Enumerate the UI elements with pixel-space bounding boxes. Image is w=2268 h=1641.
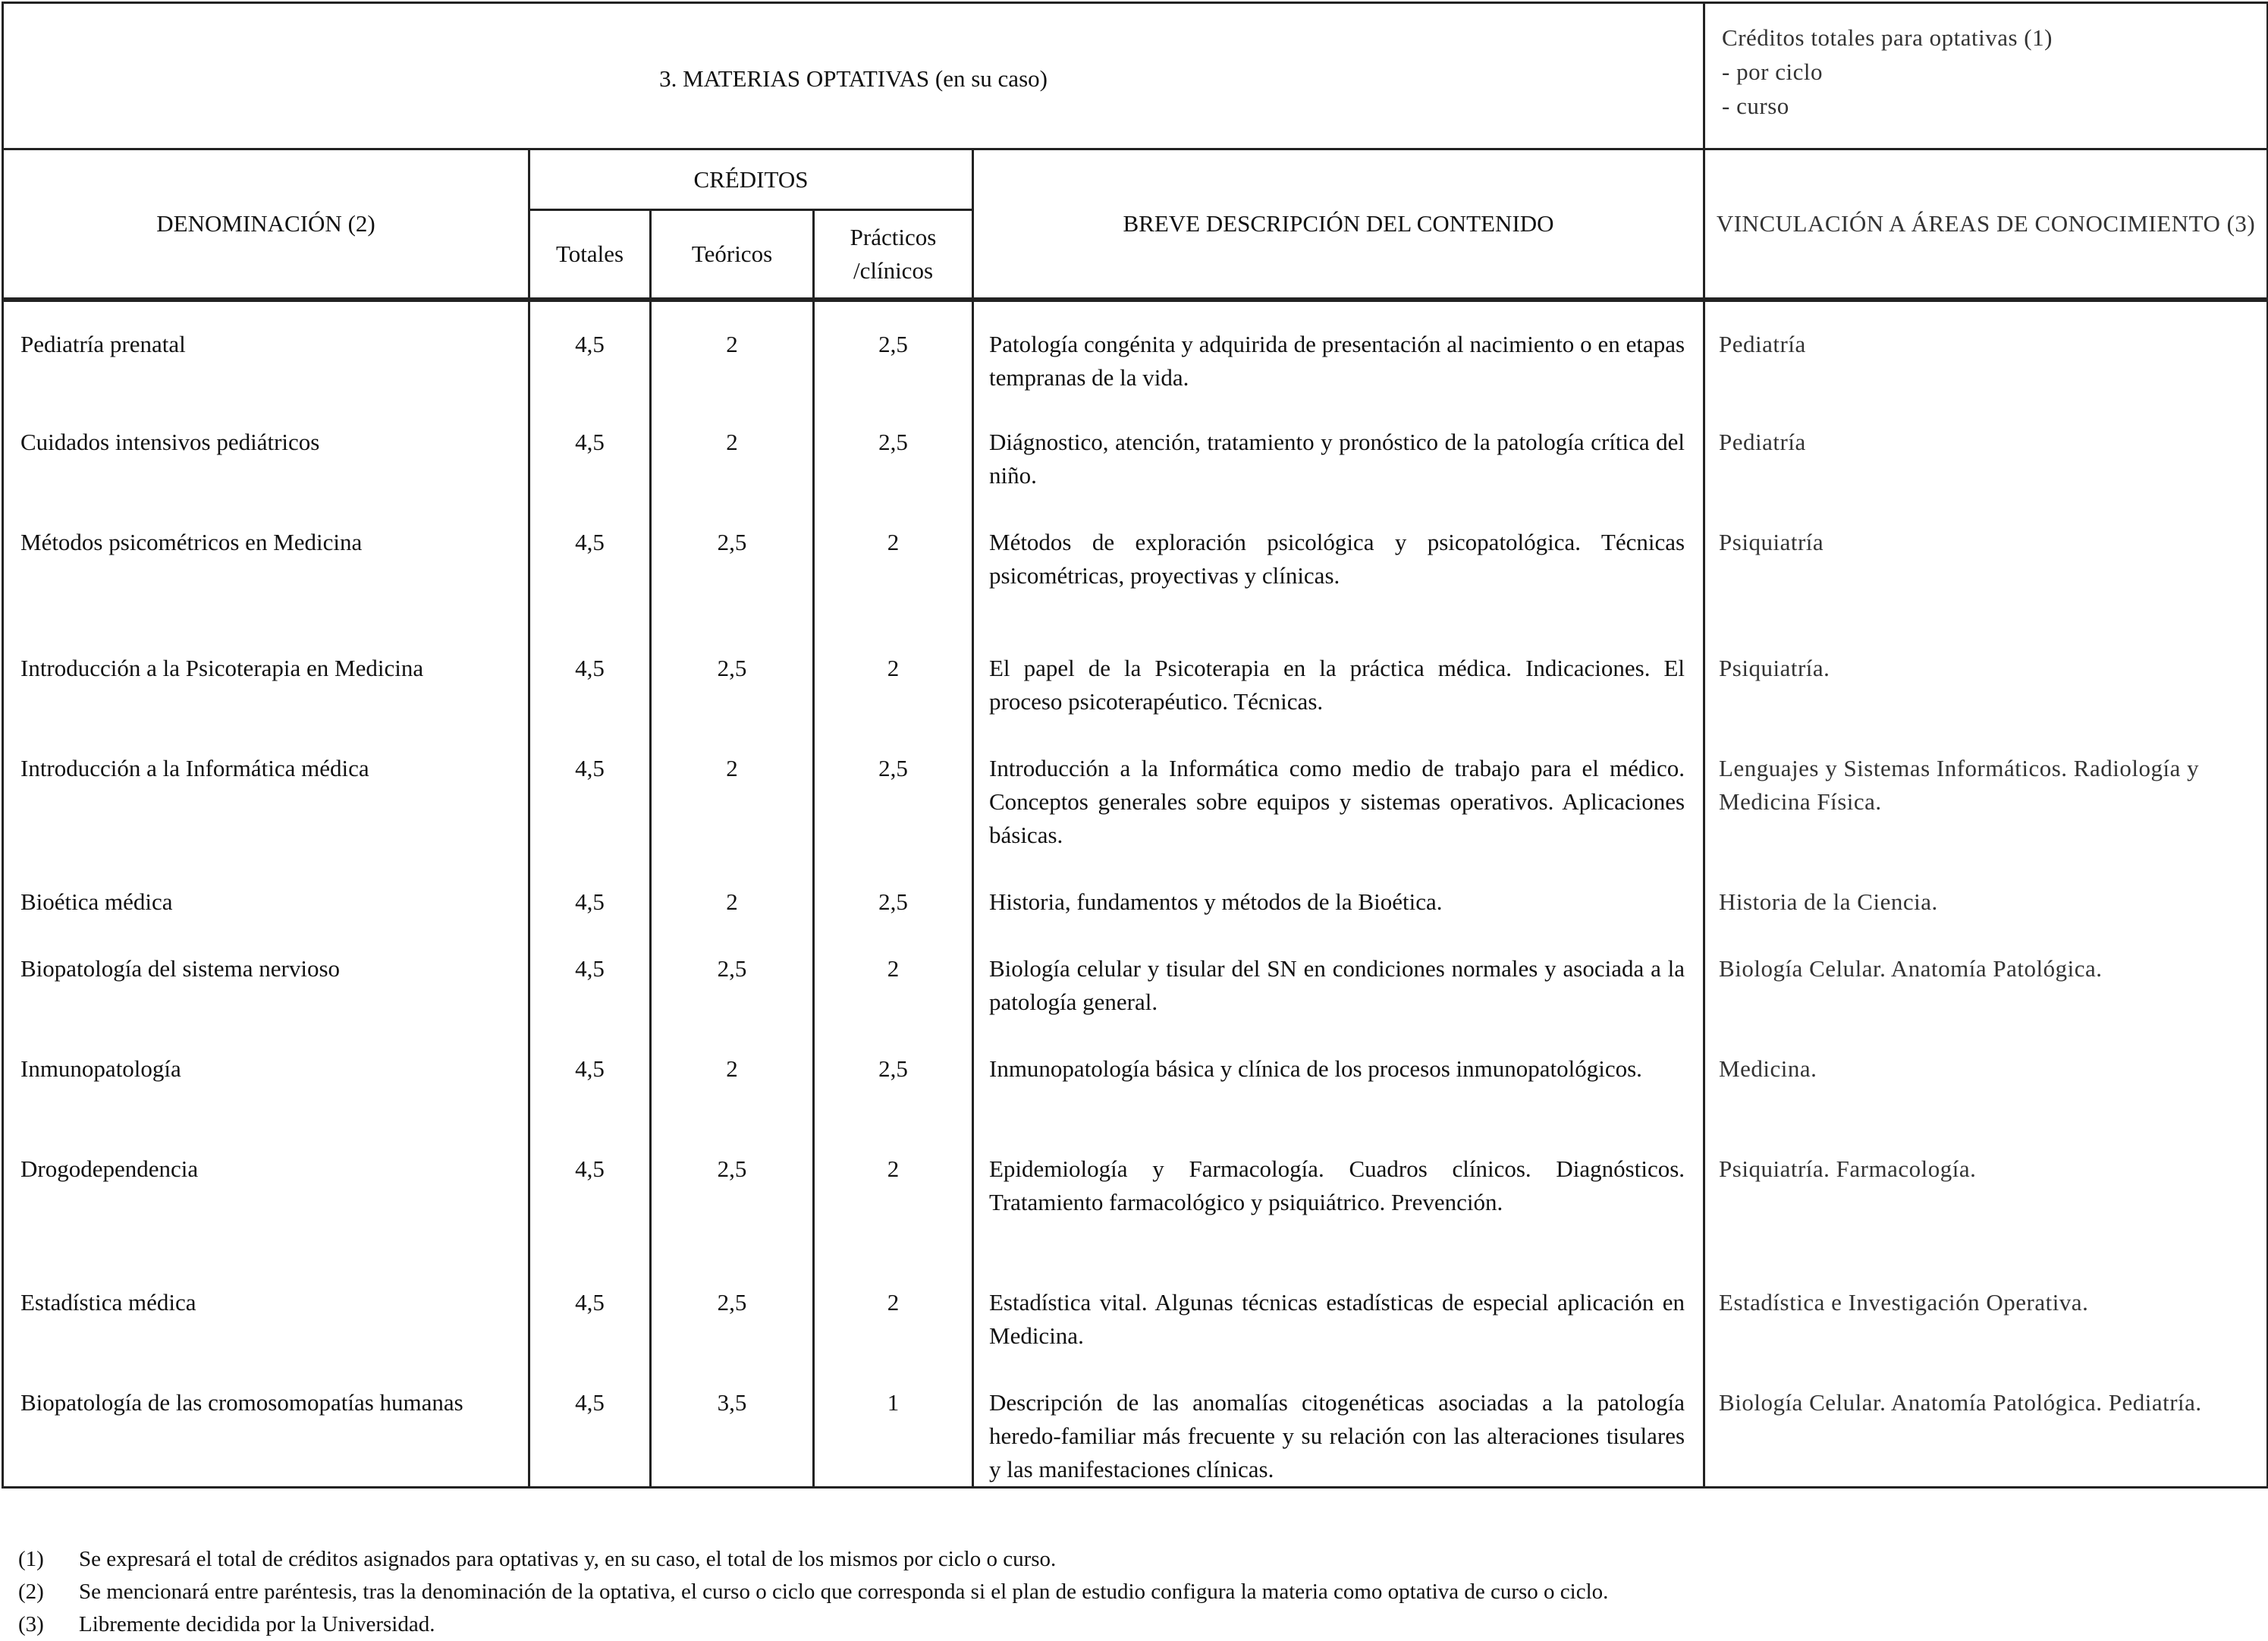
credits-theory: 2 bbox=[651, 1026, 814, 1127]
footnote bbox=[18, 1576, 1608, 1608]
credits-practice: 2 bbox=[814, 626, 973, 726]
subject-description: Biología celular y tisular del SN en condiciones normales y asociada a la patología general. bbox=[973, 926, 1704, 1026]
knowledge-area: Historia de la Ciencia. bbox=[1704, 860, 2268, 926]
subject-name: Métodos psicométricos en Medicina bbox=[3, 500, 529, 626]
subject-description: Historia, fundamentos y métodos de la Bioética. bbox=[973, 860, 1704, 926]
credits-note-line: - por ciclo bbox=[1722, 58, 1823, 85]
credits-practice: 1 bbox=[814, 1360, 973, 1488]
col-header-creditos: CRÉDITOS bbox=[529, 149, 973, 210]
subject-name: Drogodependencia bbox=[3, 1127, 529, 1260]
table-row bbox=[3, 300, 2268, 400]
credits-note-line: Créditos totales para optativas (1) bbox=[1722, 24, 2053, 51]
credits-theory: 2,5 bbox=[651, 500, 814, 626]
subject-name: Biopatología de las cromosomopatías humanas bbox=[3, 1360, 529, 1488]
table-row bbox=[3, 726, 2268, 860]
footnote bbox=[18, 1608, 1608, 1641]
credits-practice: 2,5 bbox=[814, 300, 973, 400]
footnote-text: Libremente decidida por la Universidad. bbox=[79, 1612, 435, 1636]
col-header-descripcion: BREVE DESCRIPCIÓN DEL CONTENIDO bbox=[973, 149, 1704, 300]
knowledge-area: Biología Celular. Anatomía Patológica. bbox=[1704, 926, 2268, 1026]
credits-total: 4,5 bbox=[529, 300, 651, 400]
col-header-teoricos: Teóricos bbox=[651, 210, 814, 300]
table-row bbox=[3, 1026, 2268, 1127]
table-row bbox=[3, 500, 2268, 626]
credits-note bbox=[1704, 3, 2268, 149]
credits-total: 4,5 bbox=[529, 1360, 651, 1488]
table-row bbox=[3, 1360, 2268, 1488]
credits-theory: 2 bbox=[651, 726, 814, 860]
knowledge-area: Psiquiatría. bbox=[1704, 626, 2268, 726]
subject-name: Pediatría prenatal bbox=[3, 300, 529, 400]
credits-theory: 2 bbox=[651, 860, 814, 926]
credits-theory: 2 bbox=[651, 300, 814, 400]
table-body bbox=[3, 300, 2268, 1488]
subject-name: Introducción a la Psicoterapia en Medicina bbox=[3, 626, 529, 726]
table-row bbox=[3, 860, 2268, 926]
credits-total: 4,5 bbox=[529, 860, 651, 926]
col-header-totales: Totales bbox=[529, 210, 651, 300]
subject-description: Estadística vital. Algunas técnicas estadísticas de especial aplicación en Medicina. bbox=[973, 1260, 1704, 1360]
credits-total: 4,5 bbox=[529, 1260, 651, 1360]
subject-description: Patología congénita y adquirida de presentación al nacimiento o en etapas tempranas de la vida. bbox=[973, 300, 1704, 400]
footnotes bbox=[18, 1543, 1608, 1641]
optional-subjects-table bbox=[2, 2, 2268, 1489]
credits-total: 4,5 bbox=[529, 1026, 651, 1127]
col-header-practicos: Prácticos /clínicos bbox=[814, 210, 973, 300]
credits-practice: 2 bbox=[814, 1127, 973, 1260]
credits-theory: 2,5 bbox=[651, 1260, 814, 1360]
subject-description: El papel de la Psicoterapia en la práctica médica. Indicaciones. El proceso psicoterapéutico. Técnicas. bbox=[973, 626, 1704, 726]
credits-theory: 2,5 bbox=[651, 1127, 814, 1260]
credits-total: 4,5 bbox=[529, 1127, 651, 1260]
knowledge-area: Psiquiatría bbox=[1704, 500, 2268, 626]
credits-practice: 2,5 bbox=[814, 860, 973, 926]
knowledge-area: Pediatría bbox=[1704, 300, 2268, 400]
credits-total: 4,5 bbox=[529, 926, 651, 1026]
knowledge-area: Medicina. bbox=[1704, 1026, 2268, 1127]
credits-practice: 2,5 bbox=[814, 1026, 973, 1127]
table-row bbox=[3, 926, 2268, 1026]
credits-theory: 2,5 bbox=[651, 926, 814, 1026]
knowledge-area: Pediatría bbox=[1704, 400, 2268, 500]
credits-practice: 2,5 bbox=[814, 400, 973, 500]
table-row bbox=[3, 626, 2268, 726]
footnote-text: Se expresará el total de créditos asignados para optativas y, en su caso, el total de los mismos por ciclo o curso. bbox=[79, 1547, 1057, 1571]
table-row bbox=[3, 1127, 2268, 1260]
credits-practice: 2 bbox=[814, 1260, 973, 1360]
footnote-number: (2) bbox=[18, 1580, 44, 1604]
footnote-text: Se mencionará entre paréntesis, tras la denominación de la optativa, el curso o ciclo que corresponda si el plan de estudio configura la materia como optativa de curso o ciclo. bbox=[79, 1580, 1609, 1604]
credits-total: 4,5 bbox=[529, 400, 651, 500]
credits-practice: 2 bbox=[814, 500, 973, 626]
credits-theory: 3,5 bbox=[651, 1360, 814, 1488]
table-row bbox=[3, 400, 2268, 500]
table-row bbox=[3, 1260, 2268, 1360]
subject-description: Diágnostico, atención, tratamiento y pronóstico de la patología crítica del niño. bbox=[973, 400, 1704, 500]
credits-practice: 2,5 bbox=[814, 726, 973, 860]
subject-name: Estadística médica bbox=[3, 1260, 529, 1360]
knowledge-area: Lenguajes y Sistemas Informáticos. Radiología y Medicina Física. bbox=[1704, 726, 2268, 860]
subject-name: Introducción a la Informática médica bbox=[3, 726, 529, 860]
subject-description: Introducción a la Informática como medio de trabajo para el médico. Conceptos generales sobre equipos y sistemas operativos. Aplicaciones básicas. bbox=[973, 726, 1704, 860]
col-header-vinculacion: VINCULACIÓN A ÁREAS DE CONOCIMIENTO (3) bbox=[1704, 149, 2268, 300]
col-header-denominacion: DENOMINACIÓN (2) bbox=[3, 149, 529, 300]
credits-note-line: - curso bbox=[1722, 93, 1789, 119]
credits-total: 4,5 bbox=[529, 500, 651, 626]
credits-theory: 2,5 bbox=[651, 626, 814, 726]
subject-name: Cuidados intensivos pediátricos bbox=[3, 400, 529, 500]
footnote-number: (1) bbox=[18, 1547, 44, 1571]
subject-description: Descripción de las anomalías citogenéticas asociadas a la patología heredo-familiar más frecuente y su relación con las alteraciones tisulares y las manifestaciones clínicas. bbox=[973, 1360, 1704, 1488]
credits-practice: 2 bbox=[814, 926, 973, 1026]
subject-name: Bioética médica bbox=[3, 860, 529, 926]
knowledge-area: Estadística e Investigación Operativa. bbox=[1704, 1260, 2268, 1360]
subject-description: Inmunopatología básica y clínica de los procesos inmunopatológicos. bbox=[973, 1026, 1704, 1127]
knowledge-area: Biología Celular. Anatomía Patológica. Pediatría. bbox=[1704, 1360, 2268, 1488]
credits-total: 4,5 bbox=[529, 626, 651, 726]
subject-name: Biopatología del sistema nervioso bbox=[3, 926, 529, 1026]
knowledge-area: Psiquiatría. Farmacología. bbox=[1704, 1127, 2268, 1260]
credits-theory: 2 bbox=[651, 400, 814, 500]
section-title: 3. MATERIAS OPTATIVAS (en su caso) bbox=[3, 3, 1704, 149]
footnote bbox=[18, 1543, 1608, 1576]
subject-description: Epidemiología y Farmacología. Cuadros clínicos. Diagnósticos. Tratamiento farmacológico y psiquiátrico. Prevención. bbox=[973, 1127, 1704, 1260]
footnote-number: (3) bbox=[18, 1612, 44, 1636]
subject-name: Inmunopatología bbox=[3, 1026, 529, 1127]
credits-total: 4,5 bbox=[529, 726, 651, 860]
subject-description: Métodos de exploración psicológica y psicopatológica. Técnicas psicométricas, proyectivas y clínicas. bbox=[973, 500, 1704, 626]
